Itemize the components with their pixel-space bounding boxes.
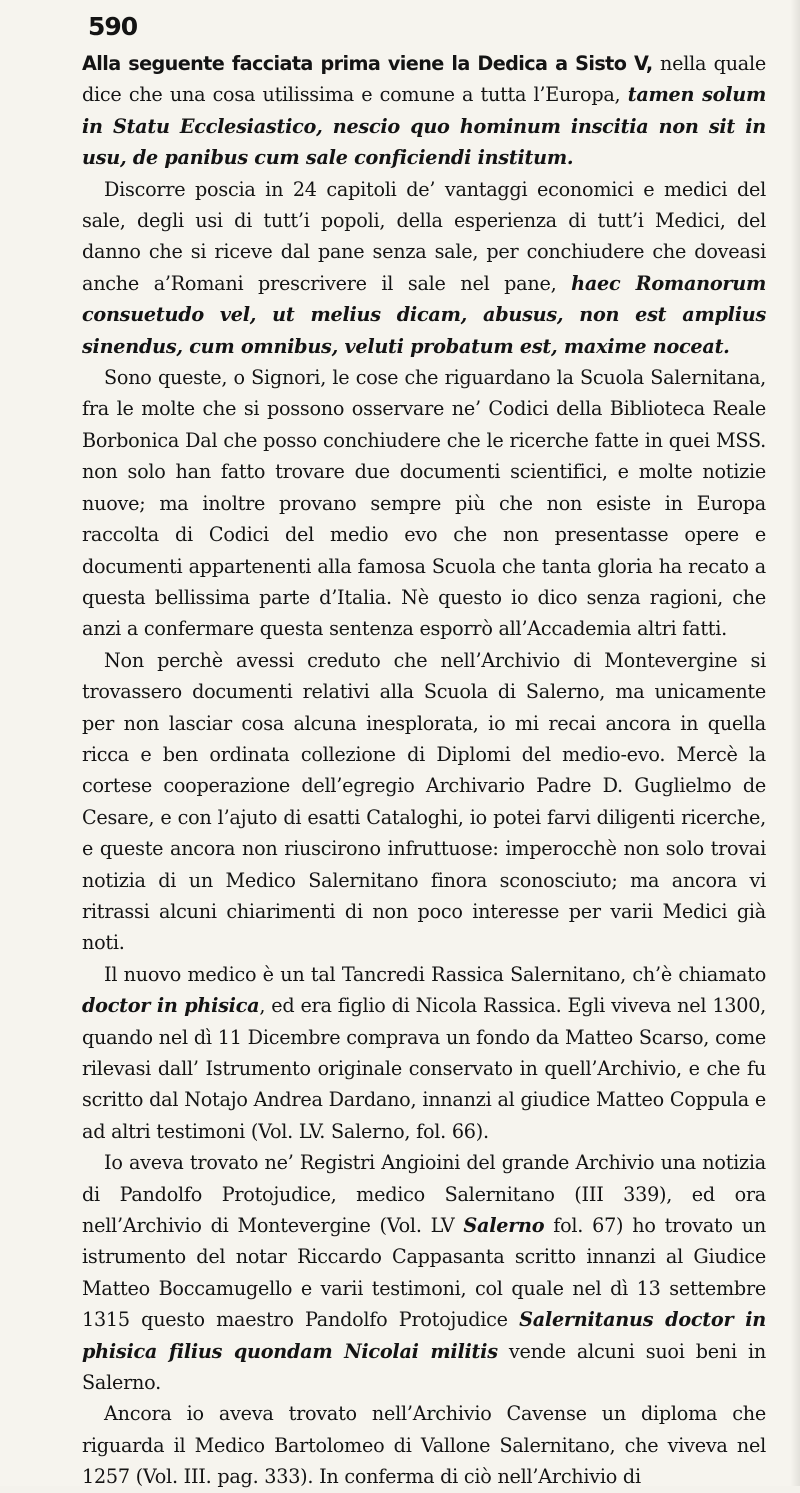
paragraph-p5 bbox=[82, 959, 766, 1147]
body-text bbox=[82, 48, 766, 1493]
text-segment: Discorre poscia in 24 capitoli de’ vantaggi economici e medici del sale, degli usi di tutt’i popoli, della esperienza di tutt’i Medici, del danno che si riceve dal pane senza sale, per conchiudere che doveasi anche a’Romani prescrivere il sale nel pane, bbox=[82, 177, 766, 295]
paragraph-p1 bbox=[82, 48, 766, 174]
text-segment: Io aveva trovato ne’ Registri Angioini del grande Archivio una notizia di Pandolfo Protojudice, medico Salernitano (III 339), ed ora nell’Archivio di Montevergine (Vol. LV bbox=[82, 1151, 766, 1238]
italic-segment: doctor in phisica bbox=[82, 994, 260, 1018]
text-segment: Il nuovo medico è un tal Tancredi Rassica Salernitano, ch’è chiamato bbox=[104, 962, 766, 986]
italic-segment: Salerno bbox=[463, 1214, 545, 1238]
paragraph-p6 bbox=[82, 1147, 766, 1398]
text-segment: Ancora io aveva trovato nell’Archivio Cavense un diploma che riguarda il Medico Bartolomeo di Vallone Salernitano, che viveva nel 1257 (Vol. III. pag. 333). In conferma di ciò nell’Archivio di bbox=[82, 1402, 766, 1489]
italic-segment: Salernitanus doctor in phisica filius quondam Nicolai militis bbox=[82, 1308, 766, 1363]
text-segment: nella quale dice che una cosa utilissima e comune a tutta l’Europa, bbox=[82, 52, 766, 107]
text-segment: , ed era figlio di Nicola Rassica. Egli viveva nel 1300, quando nel dì 11 Dicembre comprava un fondo da Matteo Scarso, come rilevasi dall’ Istrumento originale conservato in quell’Archivio, e che fu scritto dal Notajo Andrea Dardano, innanzi al giudice Matteo Coppula e ad altri testimoni (Vol. LV. Salerno, fol. 66). bbox=[82, 994, 766, 1143]
paragraph-p2 bbox=[82, 174, 766, 362]
paragraph-p7 bbox=[82, 1398, 766, 1492]
page-number: 590 bbox=[88, 12, 138, 41]
text-segment: Sono queste, o Signori, le cose che riguardano la Scuola Salernitana, fra le molte che si possono osservare ne’ Codici della Biblioteca Reale Borbonica Dal che posso conchiudere che le ricerche fatte in quei MSS. non solo han fatto trovare due documenti scientifici, e molte notizie nuove; ma inoltre provano sempre più che non esiste in Europa raccolta di Codici del medio evo che non presentasse opere e documenti appartenenti alla famosa Scuola che tanta gloria ha recato a questa bellissima parte d’Italia. Nè questo io dico senza ragioni, che anzi a confermare questa sentenza esporrò all’Accademia altri fatti. bbox=[82, 366, 766, 641]
paragraph-lead: Alla seguente facciata prima viene la Dedica a Sisto V, bbox=[82, 52, 653, 75]
italic-segment: tamen solum in Statu Ecclesiastico, nescio quo hominum inscitia non sit in usu, de panibus cum sale conficiendi institum. bbox=[82, 83, 766, 170]
page-edge-shadow bbox=[790, 0, 800, 1486]
text-segment: vende alcuni suoi beni in Salerno. bbox=[82, 1339, 766, 1395]
italic-segment: haec Romanorum consuetudo vel, ut melius dicam, abusus, non est amplius sinendus, cum omnibus, veluti probatum est, maxime noceat. bbox=[82, 271, 767, 358]
paragraph-p3 bbox=[82, 362, 766, 645]
paragraph-p4 bbox=[82, 645, 766, 959]
text-segment: Non perchè avessi creduto che nell’Archivio di Montevergine si trovassero documenti relativi alla Scuola di Salerno, ma unicamente per non lasciar cosa alcuna inesplorata, io mi recai ancora in quella ricca e ben ordinata collezione di Diplomi del medio-evo. Mercè la cortese cooperazione dell’egregio Archivario Padre D. Guglielmo de Cesare, e con l’ajuto di esatti Cataloghi, io potei farvi diligenti ricerche, e queste ancora non riuscirono infruttuose: imperocchè non solo trovai notizia di un Medico Salernitano finora sconosciuto; ma ancora vi ritrassi alcuni chiarimenti di non poco interesse per varii Medici già noti. bbox=[82, 648, 766, 955]
text-segment: fol. 67) ho trovato un istrumento del notar Riccardo Cappasanta scritto innanzi al Giudice Matteo Boccamugello e varii testimoni, col quale nel dì 13 settembre 1315 questo maestro Pandolfo Protojudice bbox=[82, 1214, 766, 1332]
